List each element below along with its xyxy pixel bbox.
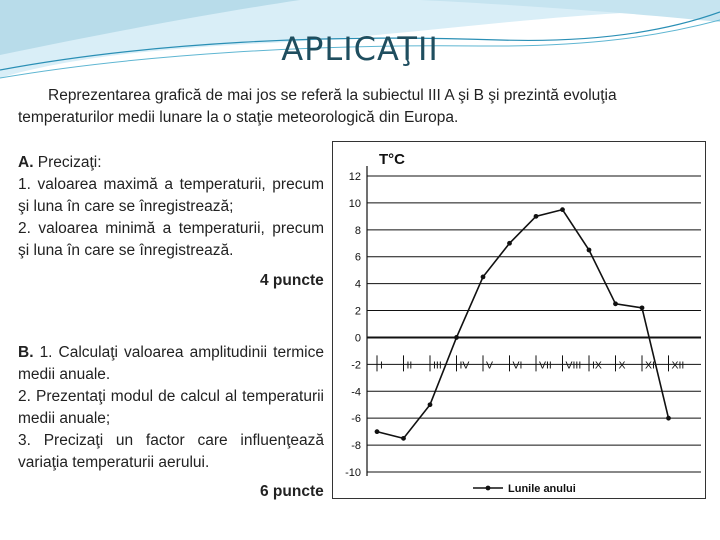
x-tick-label: VII	[539, 359, 552, 372]
y-tick-label: -10	[345, 467, 361, 479]
x-tick-label: IX	[592, 359, 602, 372]
data-point	[587, 248, 592, 253]
temperature-chart	[332, 141, 706, 499]
legend-label: Lunile anului	[508, 483, 576, 495]
data-point	[560, 207, 565, 212]
data-point	[534, 214, 539, 219]
section-a-item1-line2: şi luna în care se înregistrează;	[18, 198, 234, 215]
x-tick-label: X	[618, 359, 626, 372]
section-b-item1-line1: 1. Calculaţi valoarea amplitudinii termice	[33, 344, 324, 361]
section-b-item1-line2: medii anuale.	[18, 366, 111, 383]
y-tick-label: 8	[354, 224, 361, 237]
series-line	[377, 210, 669, 439]
section-a-item1-line1: 1. valoarea maximă a temperaturii, precum	[18, 176, 324, 193]
y-tick-label: -4	[351, 386, 361, 399]
data-point	[613, 301, 618, 306]
y-tick-label: -6	[351, 413, 361, 426]
x-tick-label: XI	[645, 359, 655, 372]
y-tick-label: 0	[354, 332, 361, 345]
slide-title: APLICAŢII	[281, 30, 439, 68]
section-b	[18, 342, 324, 474]
y-tick-label: 12	[348, 171, 361, 183]
y-tick-label: -8	[351, 440, 361, 453]
section-a-points: 4 puncte	[260, 272, 324, 289]
x-tick-label: I	[380, 359, 383, 372]
y-tick-label: 6	[354, 251, 361, 264]
y-tick-label: 10	[348, 197, 361, 210]
x-tick-label: III	[433, 359, 442, 372]
y-tick-label: 2	[354, 305, 361, 318]
data-point	[454, 335, 459, 340]
section-b-item2-line2: medii anuale;	[18, 410, 111, 427]
data-point	[507, 241, 512, 246]
section-b-letter: B.	[18, 344, 34, 361]
content-panel	[15, 80, 705, 508]
section-a-heading: Precizaţi:	[33, 154, 102, 171]
x-tick-label: II	[406, 359, 413, 372]
y-tick-label: -2	[351, 359, 361, 372]
section-a	[18, 152, 324, 262]
section-b-item3-line2: variaţia temperaturii aerului.	[18, 454, 210, 471]
section-a-letter: A.	[18, 154, 34, 171]
data-point	[401, 436, 406, 441]
section-a-item2-line1: 2. valoarea minimă a temperaturii, precum	[18, 220, 324, 237]
data-point	[481, 275, 486, 280]
x-tick-label: XII	[671, 359, 685, 372]
x-tick-label: IV	[459, 359, 470, 372]
intro-paragraph: Reprezentarea grafică de mai jos se referă la subiectul III A şi B şi prezintă evoluţia temperaturilor medii lunare la o staţie meteorologică din Europa.	[18, 87, 617, 126]
data-point	[666, 416, 671, 421]
data-point	[640, 305, 645, 310]
x-tick-label: V	[486, 359, 494, 372]
section-b-item3-line1: 3. Precizaţi un factor care influenţează	[18, 432, 324, 449]
section-b-item2-line1: 2. Prezentaţi modul de calcul al temperaturii	[18, 388, 324, 405]
section-b-points: 6 puncte	[260, 483, 324, 500]
data-point	[428, 402, 433, 407]
data-point	[375, 429, 380, 434]
legend-marker	[486, 486, 491, 491]
section-a-item2-line2: şi luna în care se înregistrează.	[18, 242, 234, 259]
y-axis-label: T°C	[379, 151, 405, 168]
y-tick-label: 4	[354, 278, 361, 291]
x-tick-label: VI	[512, 359, 523, 372]
x-tick-label: VIII	[565, 359, 582, 372]
